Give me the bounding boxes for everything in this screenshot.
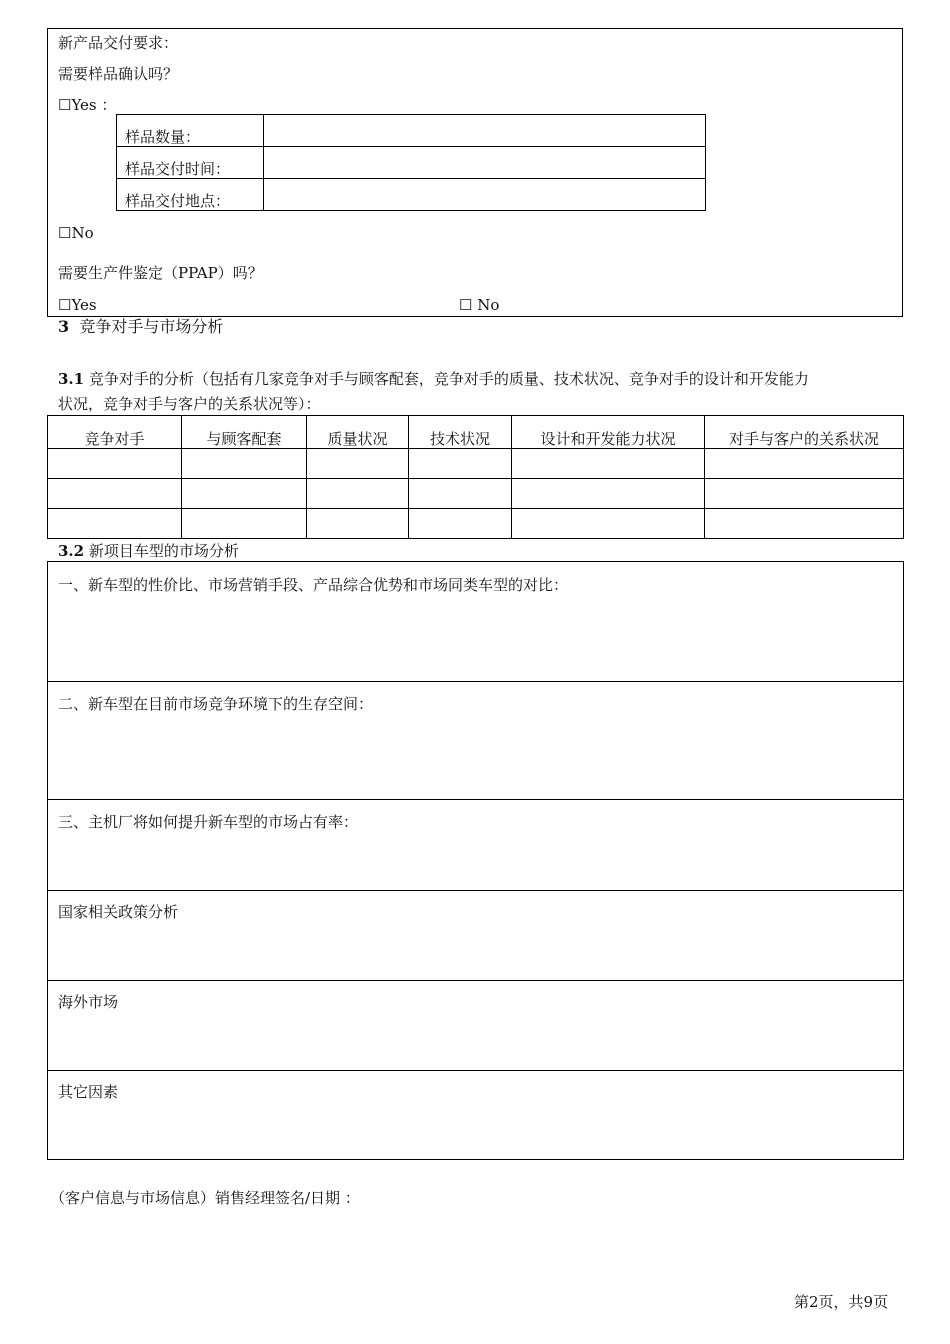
table-cell[interactable] [705, 509, 904, 539]
competitor-table-header [48, 416, 904, 449]
sample-table [116, 114, 706, 211]
market-item-price-performance[interactable]: 一、新车型的性价比、市场营销手段、产品综合优势和市场同类车型的对比： [58, 576, 569, 594]
sample-delivery-location-field[interactable] [264, 179, 706, 211]
section31-number: 3.1 [58, 370, 85, 388]
table-row [48, 449, 904, 479]
table-cell[interactable] [182, 479, 307, 509]
table-row [48, 509, 904, 539]
market-item-other-factors[interactable]: 其它因素 [58, 1083, 119, 1101]
sample-yes-checkbox[interactable]: ☐Yes ： [58, 96, 117, 114]
section32-number: 3.2 [58, 542, 85, 560]
section32-title: 新项目车型的市场分析 [88, 542, 239, 560]
market-item-market-share[interactable]: 三、主机厂将如何提升新车型的市场占有率： [58, 813, 359, 831]
page-number: 第2页，共9页 [794, 1293, 889, 1311]
ppap-yes-checkbox[interactable]: ☐Yes [58, 296, 97, 314]
sample-question: 需要样品确认吗？ [58, 65, 179, 83]
table-cell[interactable] [182, 509, 307, 539]
ppap-no-checkbox[interactable]: ☐ No [459, 296, 500, 314]
table-cell[interactable] [48, 479, 182, 509]
divider [48, 890, 903, 891]
sample-quantity-field[interactable] [264, 115, 706, 147]
divider [48, 980, 903, 981]
section31-text: 竞争对手的分析（包括有几家竞争对手与顾客配套，竞争对手的质量、技术状况、竞争对手的设计和开发能力 [88, 370, 809, 388]
market-item-survival-space[interactable]: 二、新车型在目前市场竞争环境下的生存空间： [58, 695, 374, 713]
table-cell[interactable] [409, 479, 512, 509]
section3-number: 3 [58, 317, 70, 336]
section3-title: 竞争对手与市场分析 [79, 317, 224, 336]
sales-manager-signature[interactable]: （客户信息与市场信息）销售经理签名/日期 ： [50, 1189, 360, 1207]
table-cell[interactable] [48, 509, 182, 539]
table-cell[interactable] [409, 509, 512, 539]
divider [48, 681, 903, 682]
delivery-heading: 新产品交付要求： [58, 34, 179, 52]
ppap-question: 需要生产件鉴定（PPAP）吗？ [58, 264, 263, 282]
competitor-table [47, 415, 904, 539]
divider [48, 1070, 903, 1071]
table-cell[interactable] [705, 449, 904, 479]
table-cell[interactable] [705, 479, 904, 509]
table-cell[interactable] [512, 509, 705, 539]
col-customer-relation: 对手与客户的关系状况 [705, 416, 904, 449]
table-row [48, 479, 904, 509]
section32-heading [58, 542, 239, 560]
col-oem-supply: 与顾客配套 [182, 416, 307, 449]
col-design-capability: 设计和开发能力状况 [512, 416, 705, 449]
market-analysis-box [47, 561, 904, 1160]
section3-heading [58, 318, 223, 336]
table-cell[interactable] [182, 449, 307, 479]
table-cell[interactable] [409, 449, 512, 479]
sample-no-checkbox[interactable]: ☐No [58, 224, 94, 242]
table-cell[interactable] [512, 479, 705, 509]
col-technology: 技术状况 [409, 416, 512, 449]
section31-text-line1 [58, 370, 809, 388]
sample-quantity-label: 样品数量： [117, 115, 264, 147]
table-cell[interactable] [307, 449, 409, 479]
section31-text-line2: 状况，竞争对手与客户的关系状况等）： [58, 395, 321, 413]
divider [48, 799, 903, 800]
col-quality: 质量状况 [307, 416, 409, 449]
market-item-overseas-market[interactable]: 海外市场 [58, 993, 119, 1011]
sample-delivery-location-label: 样品交付地点： [117, 179, 264, 211]
sample-delivery-time-label: 样品交付时间： [117, 147, 264, 179]
market-item-policy-analysis[interactable]: 国家相关政策分析 [58, 903, 179, 921]
table-cell[interactable] [307, 479, 409, 509]
table-cell[interactable] [512, 449, 705, 479]
sample-delivery-time-field[interactable] [264, 147, 706, 179]
table-cell[interactable] [307, 509, 409, 539]
table-cell[interactable] [48, 449, 182, 479]
col-competitor: 竞争对手 [48, 416, 182, 449]
